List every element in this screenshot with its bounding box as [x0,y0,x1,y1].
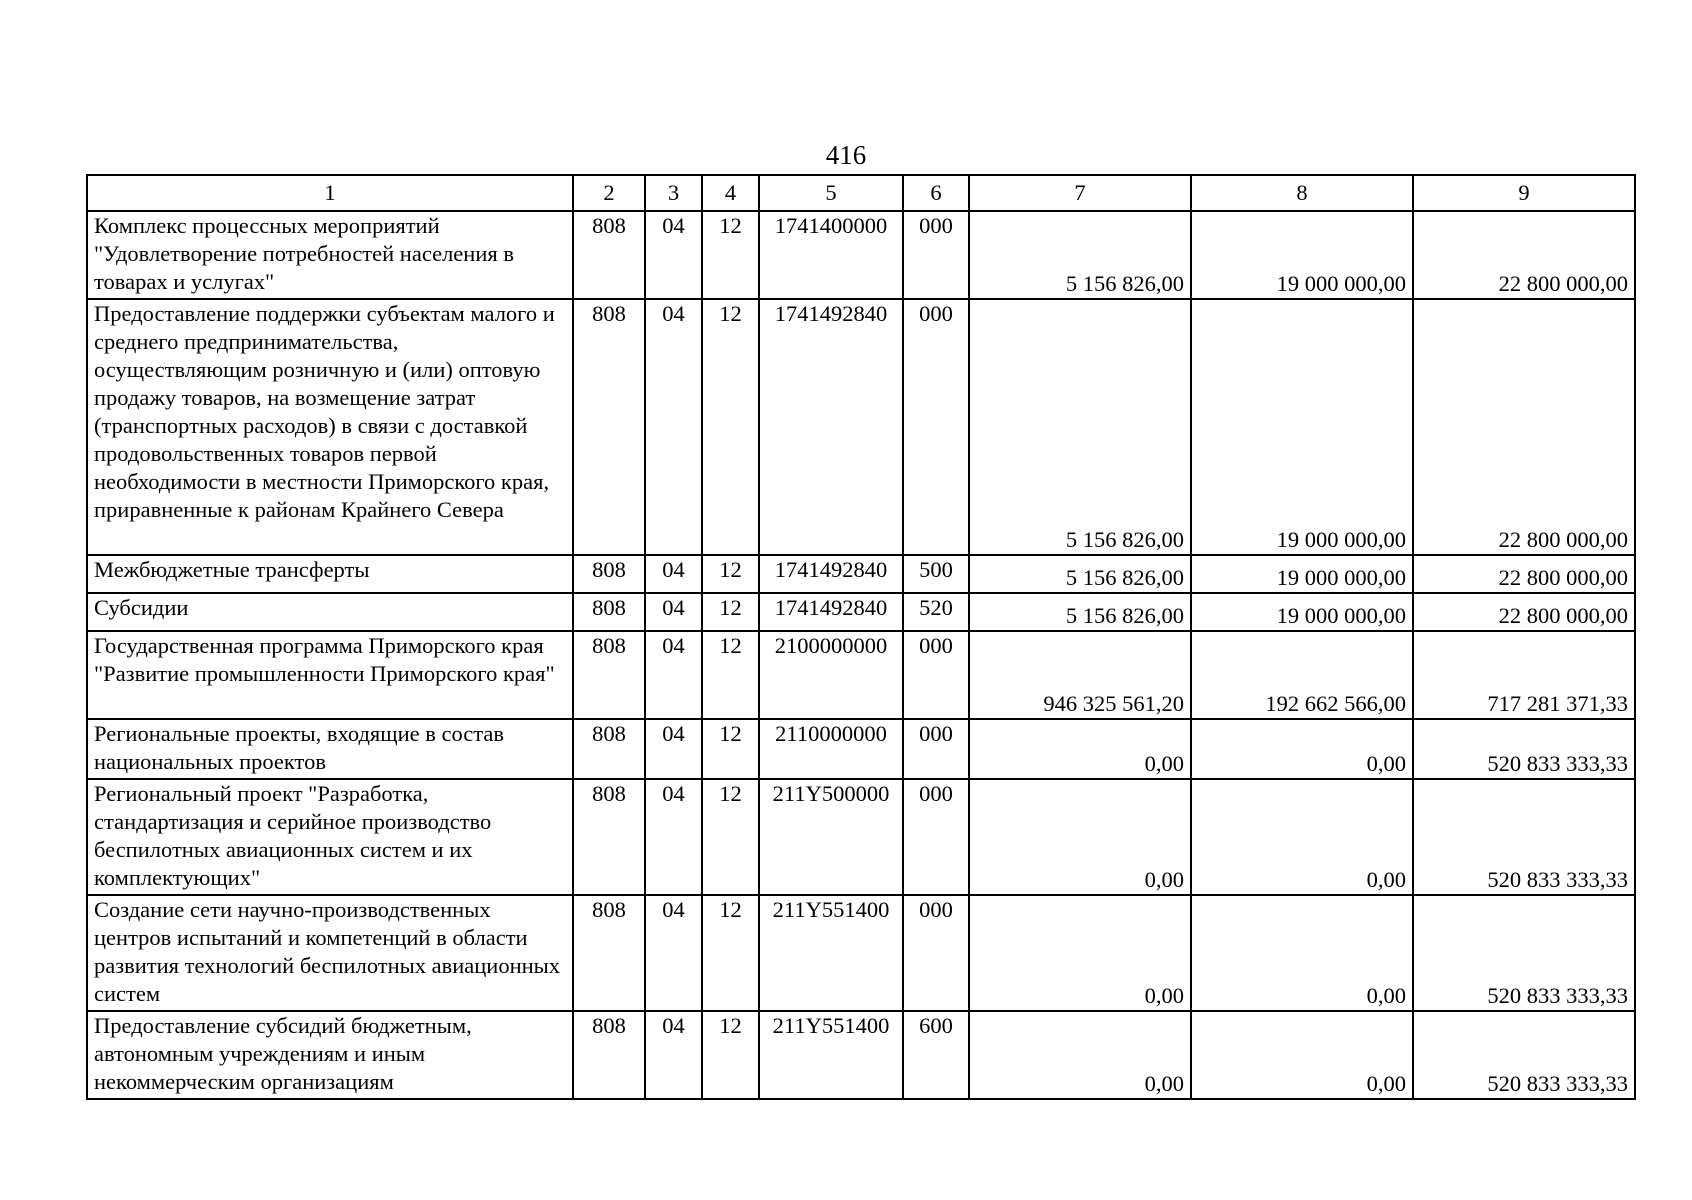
column-header: 8 [1191,175,1413,211]
cell-code: 12 [702,1011,759,1099]
cell-amount: 0,00 [969,1011,1191,1099]
cell-code: 500 [903,555,969,593]
cell-code: 12 [702,593,759,631]
cell-amount: 22 800 000,00 [1413,211,1635,299]
table-row [87,555,1635,593]
cell-amount: 0,00 [969,779,1191,895]
cell-amount: 5 156 826,00 [969,593,1191,631]
cell-amount: 0,00 [969,719,1191,779]
cell-amount: 0,00 [1191,1011,1413,1099]
column-header: 5 [759,175,903,211]
cell-code: 1741492840 [759,555,903,593]
cell-code: 12 [702,555,759,593]
cell-amount: 192 662 566,00 [1191,631,1413,719]
cell-code: 12 [702,779,759,895]
column-header: 7 [969,175,1191,211]
cell-code: 000 [903,779,969,895]
cell-code: 04 [645,593,702,631]
cell-code: 808 [573,593,645,631]
row-name: Региональные проекты, входящие в состав национальных проектов [87,719,573,779]
table-row [87,1011,1635,1099]
table-row [87,895,1635,1011]
cell-code: 808 [573,895,645,1011]
cell-code: 000 [903,719,969,779]
cell-amount: 5 156 826,00 [969,211,1191,299]
table-row [87,631,1635,719]
cell-code: 808 [573,1011,645,1099]
cell-amount: 0,00 [969,895,1191,1011]
table-row [87,593,1635,631]
cell-amount: 0,00 [1191,779,1413,895]
cell-code: 04 [645,895,702,1011]
cell-code: 1741492840 [759,593,903,631]
cell-code: 808 [573,779,645,895]
column-header: 9 [1413,175,1635,211]
table-row [87,299,1635,555]
cell-code: 520 [903,593,969,631]
cell-code: 12 [702,631,759,719]
row-name: Создание сети научно-производственных центров испытаний и компетенций в области развития технологий беспилотных авиационных систем [87,895,573,1011]
cell-code: 808 [573,555,645,593]
cell-code: 04 [645,1011,702,1099]
table-row [87,211,1635,299]
cell-code: 04 [645,719,702,779]
cell-code: 04 [645,631,702,719]
cell-amount: 520 833 333,33 [1413,1011,1635,1099]
row-name: Комплекс процессных мероприятий "Удовлетворение потребностей населения в товарах и услугах" [87,211,573,299]
cell-amount: 19 000 000,00 [1191,593,1413,631]
cell-code: 000 [903,631,969,719]
budget-table [86,174,1636,1100]
column-header: 3 [645,175,702,211]
cell-code: 2110000000 [759,719,903,779]
cell-amount: 19 000 000,00 [1191,211,1413,299]
cell-amount: 19 000 000,00 [1191,299,1413,555]
row-name: Региональный проект "Разработка, стандартизация и серийное производство беспилотных авиационных систем и их комплектующих" [87,779,573,895]
column-header: 6 [903,175,969,211]
cell-amount: 520 833 333,33 [1413,779,1635,895]
row-name: Предоставление поддержки субъектам малого и среднего предпринимательства, осуществляющим розничную и (или) оптовую продажу товаров, на возмещение затрат (транспортных расходов) в связи с доставкой продовольственных товаров первой необходимости в местности Приморского края, приравненные к районам Крайнего Севера [87,299,573,555]
cell-amount: 5 156 826,00 [969,299,1191,555]
cell-amount: 0,00 [1191,719,1413,779]
cell-code: 04 [645,299,702,555]
cell-code: 12 [702,895,759,1011]
cell-code: 000 [903,299,969,555]
cell-code: 04 [645,555,702,593]
cell-code: 2100000000 [759,631,903,719]
column-header: 1 [87,175,573,211]
cell-code: 808 [573,299,645,555]
column-header: 4 [702,175,759,211]
cell-code: 1741492840 [759,299,903,555]
cell-code: 600 [903,1011,969,1099]
cell-code: 000 [903,211,969,299]
cell-code: 808 [573,631,645,719]
row-name: Субсидии [87,593,573,631]
cell-amount: 0,00 [1191,895,1413,1011]
row-name: Предоставление субсидий бюджетным, автономным учреждениям и иным некоммерческим организациям [87,1011,573,1099]
cell-code: 808 [573,719,645,779]
cell-amount: 19 000 000,00 [1191,555,1413,593]
cell-code: 211Y551400 [759,895,903,1011]
cell-code: 04 [645,779,702,895]
cell-code: 000 [903,895,969,1011]
table-row [87,779,1635,895]
table-header-row [87,175,1635,211]
cell-amount: 946 325 561,20 [969,631,1191,719]
page-number: 416 [825,140,867,170]
cell-code: 808 [573,211,645,299]
cell-amount: 5 156 826,00 [969,555,1191,593]
cell-amount: 22 800 000,00 [1413,555,1635,593]
cell-amount: 22 800 000,00 [1413,593,1635,631]
cell-code: 211Y500000 [759,779,903,895]
cell-amount: 717 281 371,33 [1413,631,1635,719]
cell-code: 12 [702,299,759,555]
cell-code: 04 [645,211,702,299]
row-name: Межбюджетные трансферты [87,555,573,593]
cell-amount: 520 833 333,33 [1413,895,1635,1011]
column-header: 2 [573,175,645,211]
cell-code: 12 [702,719,759,779]
cell-code: 12 [702,211,759,299]
cell-code: 1741400000 [759,211,903,299]
row-name: Государственная программа Приморского края "Развитие промышленности Приморского края" [87,631,573,719]
cell-code: 211Y551400 [759,1011,903,1099]
cell-amount: 520 833 333,33 [1413,719,1635,779]
cell-amount: 22 800 000,00 [1413,299,1635,555]
table-row [87,719,1635,779]
